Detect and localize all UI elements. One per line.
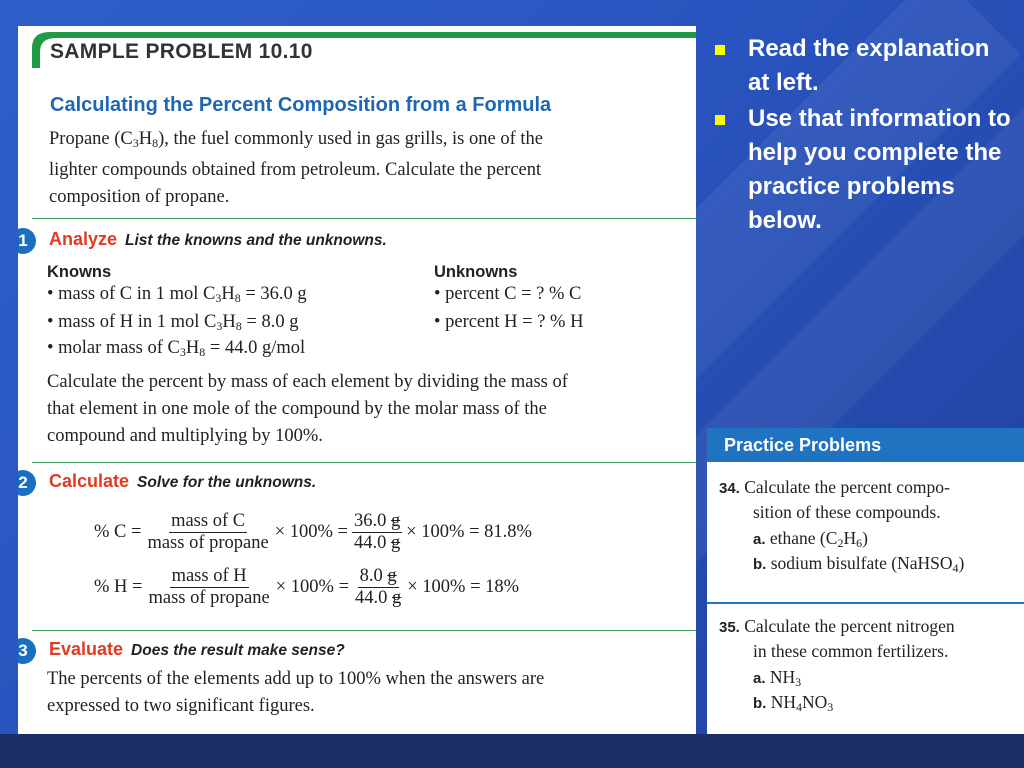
problem-35-b: b. $NH_4NO_3$: [753, 692, 834, 714]
intro-paragraph: [49, 126, 677, 211]
step-number-badge: 2: [18, 470, 36, 496]
known-item: • mass of H in 1 mol $C_3H_8 = 8.0$ g: [47, 312, 299, 333]
bullet-item: Use that information to help you complete the practice problems below.: [712, 102, 1012, 238]
calculate-heading: Calculate Solve for the unknowns.: [49, 471, 317, 491]
evaluate-paragraph: [47, 666, 677, 720]
sample-problem-header: [18, 26, 696, 68]
analyze-heading: Analyze List the knowns and the unknowns.: [49, 229, 387, 249]
knowns-heading: Knowns: [47, 263, 112, 281]
sample-problem-card: [18, 26, 696, 734]
unknown-item: • percent H = ? % H: [434, 312, 584, 332]
practice-separator: [707, 602, 1024, 604]
analyze-line: Calculate the percent by mass of each element by dividing the mass of: [47, 372, 568, 392]
problem-34: 34. Calculate the percent compo-: [719, 477, 950, 497]
sample-problem-subtitle: Calculating the Percent Composition from a Formula: [50, 94, 552, 116]
problem-35: 35. Calculate the percent nitrogen: [719, 616, 955, 636]
problem-34-a: a. ethane $(C_2H_6)$: [753, 528, 868, 550]
calculate-instruction: Solve for the unknowns.: [137, 474, 317, 491]
intro-line: composition of propane.: [49, 187, 230, 207]
intro-line: lighter compounds obtained from petroleum. Calculate the percent: [49, 160, 542, 180]
fraction: $\frac{8.0 g}{44.0 g}$: [355, 566, 402, 608]
section-divider: [32, 218, 696, 219]
problem-34-b: b. sodium bisulfate (NaHSO$_4$): [753, 553, 965, 575]
analyze-instruction: List the knowns and the unknowns.: [125, 232, 387, 249]
evaluate-line: expressed to two significant figures.: [47, 696, 315, 716]
analyze-paragraph: [47, 369, 677, 450]
fraction: $\frac{\text{mass of H}}{\text{mass of propane}}$: [148, 566, 270, 608]
sample-problem-title: SAMPLE PROBLEM 10.10: [50, 40, 313, 63]
intro-line: Propane $(C_3H_8)$, the fuel commonly used in gas grills, is one of the: [49, 129, 543, 150]
problem-35-a: a. $NH_3$: [753, 667, 802, 689]
section-divider: [32, 630, 696, 631]
practice-problems-card: [707, 428, 1024, 734]
equation-percent-c: % C = $\frac{\text{mass of C}}{\text{mass of propane}}$ × 100% = $\frac{36.0 g}{44.0 g}$ × 100% = 81.8%: [94, 511, 532, 553]
evaluate-heading: Evaluate Does the result make sense?: [49, 639, 345, 659]
evaluate-line: The percents of the elements add up to 100% when the answers are: [47, 669, 545, 689]
step-number-badge: 1: [18, 228, 36, 254]
practice-title: Practice Problems: [724, 435, 882, 455]
unknowns-heading: Unknowns: [434, 263, 518, 281]
bullet-item: Read the explanation at left.: [712, 32, 1012, 100]
problem-34-line: sition of these compounds.: [753, 502, 941, 522]
unknown-item: • percent C = ? % C: [434, 284, 582, 304]
analyze-line: that element in one mole of the compound by the molar mass of the: [47, 399, 547, 419]
problem-35-line: in these common fertilizers.: [753, 641, 949, 661]
known-item: • mass of C in 1 mol $C_3H_8 = 36.0$ g: [47, 284, 307, 305]
known-item: • molar mass of $C_3H_8 = 44.0$ g/mol: [47, 338, 306, 359]
fraction: $\frac{36.0 g}{44.0 g}$: [353, 511, 401, 553]
bullet-square-icon: [715, 115, 725, 125]
instruction-bullets: [712, 32, 1012, 240]
fraction: $\frac{\text{mass of C}}{\text{mass of propane}}$: [147, 511, 269, 553]
analyze-line: compound and multiplying by 100%.: [47, 426, 323, 446]
equation-percent-h: % H = $\frac{\text{mass of H}}{\text{mass of propane}}$ × 100% = $\frac{8.0 g}{44.0 g}$ × 100% = 18%: [94, 566, 520, 608]
slide-bottom-bar: [0, 734, 1024, 768]
evaluate-instruction: Does the result make sense?: [131, 642, 345, 659]
practice-header: [707, 428, 1024, 462]
step-number-badge: 3: [18, 638, 36, 664]
section-divider: [32, 462, 696, 463]
bullet-square-icon: [715, 45, 725, 55]
